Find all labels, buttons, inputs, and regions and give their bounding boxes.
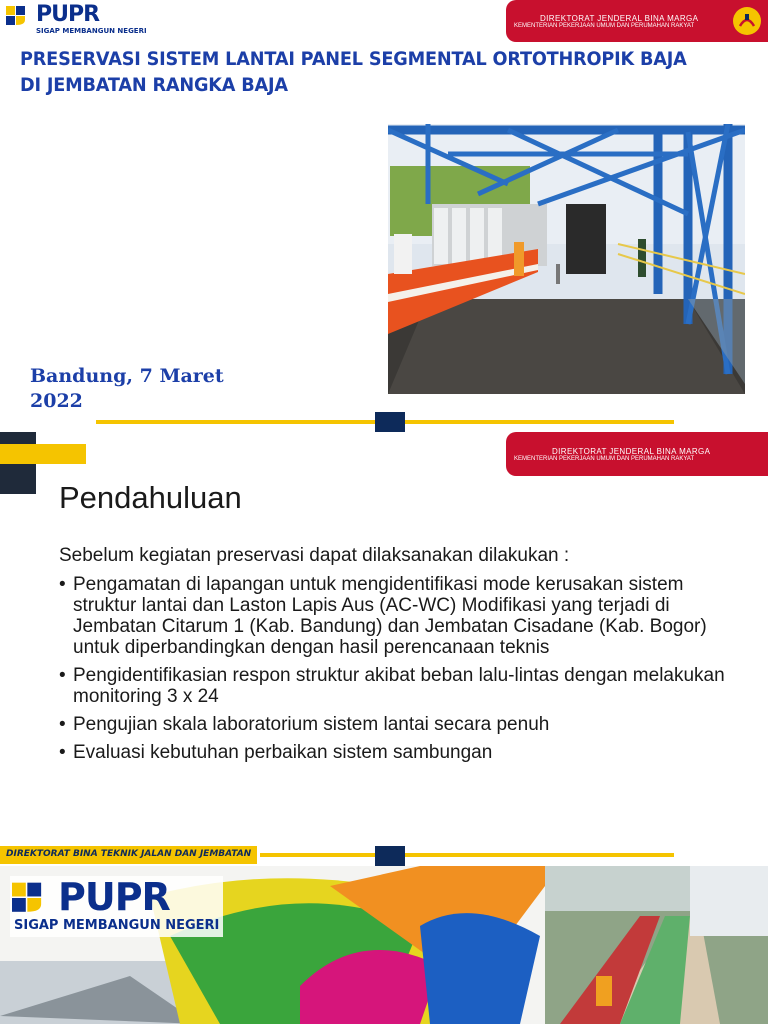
accent-line	[260, 853, 674, 857]
accent-square	[375, 846, 405, 866]
yellow-corner-bar	[0, 444, 86, 464]
presentation-title: PRESERVASI SISTEM LANTAI PANEL SEGMENTAL ORTOTHROPIK BAJA DI JEMBATAN RANGKA BAJA	[20, 48, 687, 96]
pupr-logo	[10, 876, 223, 937]
list-item: • Pengidentifikasian respon struktur akibat beban lalu-lintas dengan melakukan monitoring 3 x 24	[59, 665, 739, 707]
ministry-emblem-icon	[732, 6, 762, 36]
accent-square	[375, 412, 405, 432]
cover-slide	[0, 0, 768, 430]
introduction-slide	[0, 432, 768, 862]
logo-wordmark: PUPR	[36, 2, 100, 27]
banner-line1: DIREKTORAT JENDERAL BINA MARGA	[552, 446, 711, 456]
pupr-emblem-icon	[12, 878, 58, 918]
logo-tagline: SIGAP MEMBANGUN NEGERI	[14, 918, 220, 933]
logo-tagline: SIGAP MEMBANGUN NEGERI	[36, 27, 147, 35]
banner-line2: KEMENTERIAN PEKERJAAN UMUM DAN PERUMAHAN RAKYAT	[514, 455, 695, 462]
closing-slide	[0, 846, 768, 1024]
list-item: • Pengamatan di lapangan untuk mengidentifikasi mode kerusakan sistem struktur lantai dan Laston Lapis Aus (AC-WC) Modifikasi yang terjadi di Jembatan Citarum 1 (Kab. Bandung) dan Jembatan Cisadane (Kab. Bogor) untuk diperbandingkan dengan hasil perencanaan teknis	[59, 574, 739, 658]
slide-heading: Pendahuluan	[59, 480, 242, 515]
bullet-list	[59, 574, 739, 763]
intro-text: Sebelum kegiatan preservasi dapat dilaksanakan dilakukan :	[59, 545, 570, 566]
bridge-photo	[388, 124, 745, 394]
logo-wordmark: PUPR	[58, 875, 170, 919]
banner-line2: KEMENTERIAN PEKERJAAN UMUM DAN PERUMAHAN RAKYAT	[514, 22, 695, 29]
directorate-banner	[506, 0, 768, 42]
directorate-banner	[506, 432, 768, 476]
list-item: • Pengujian skala laboratorium sistem lantai secara penuh	[59, 714, 739, 735]
slide-body	[59, 544, 739, 770]
steel-truss-bridge-image	[388, 124, 745, 394]
list-item: • Evaluasi kebutuhan perbaikan sistem sambungan	[59, 742, 739, 763]
directorate-label: DIREKTORAT BINA TEKNIK JALAN DAN JEMBATAN	[0, 846, 257, 864]
location-date: Bandung, 7 Maret 2022	[30, 365, 224, 412]
pupr-emblem-icon	[6, 4, 36, 28]
banner-line1: DIREKTORAT JENDERAL BINA MARGA	[540, 13, 699, 23]
pupr-logo	[6, 4, 147, 35]
